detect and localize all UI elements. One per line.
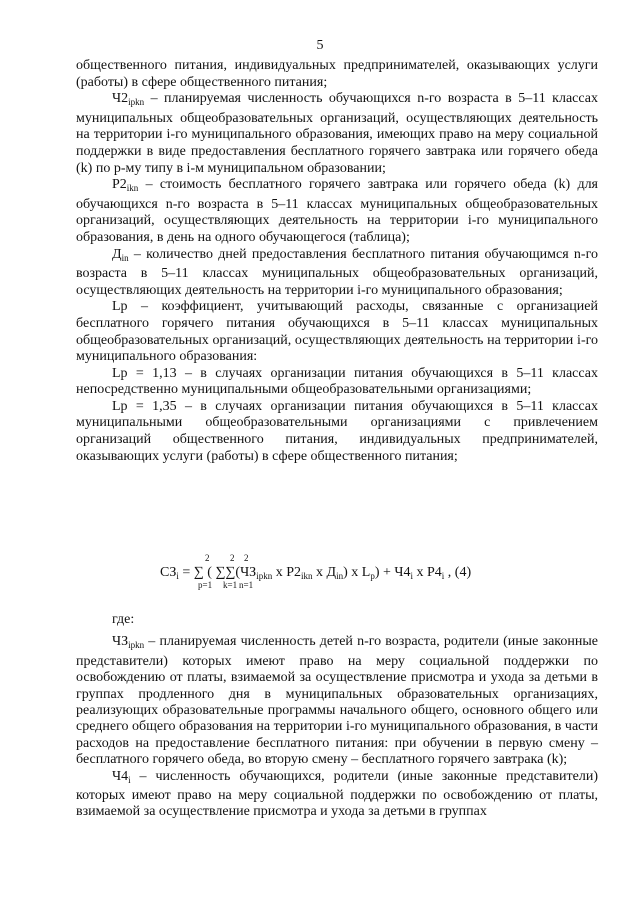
upper-text xyxy=(76,58,598,465)
formula-term-a-sub: ipkn xyxy=(256,571,273,581)
definition-p2-text: – стоимость бесплатного горячего завтрака или горячего обеда (k) для обучающихся n-го возраста в 5–11 классах муниципальных общеобразовательных организаций, осуществляющих деятельность на территории i-го муниципального образования, в день на одного обучающегося (таблица); xyxy=(76,177,598,245)
symbol-p2-sub: ikn xyxy=(126,183,139,194)
lower-text xyxy=(76,612,598,821)
definition-ch4-text: – численность обучающихся, родители (иные законные представители) которых имеют право на меру социальной поддержки по освобождению от платы, взимаемой за осуществление присмотра и ухода за детьми в группах xyxy=(76,768,598,820)
formula-term-c: х Д xyxy=(312,565,337,580)
sigma-k-icon: ∑ xyxy=(215,565,226,580)
where-label: где: xyxy=(112,612,135,627)
sum-upper-p: 2 xyxy=(205,553,210,563)
sigma-p-icon: ∑ xyxy=(193,565,204,580)
symbol-din-sub: in xyxy=(121,252,129,263)
formula-term-f: х Р4 xyxy=(412,565,442,580)
formula-lhs: СЗ xyxy=(160,565,177,580)
formula-term-a: (ЧЗ xyxy=(235,565,257,580)
formula-term-e: ) + Ч4 xyxy=(374,565,411,580)
formula-term-c-sub: in xyxy=(336,571,344,581)
formula-number: , (4) xyxy=(444,565,472,580)
symbol-ch4: Ч4 xyxy=(112,768,129,784)
definition-din xyxy=(76,247,598,300)
sigma-n-icon: ∑ xyxy=(225,565,236,580)
sum-upper-n: 2 xyxy=(244,553,249,563)
definition-din-text: – количество дней предоставления бесплатного питания обучающимся n-го возраста в 5–11 классах муниципальных общеобразовательных организаций, осуществляющих деятельность на территории i-го муниципального образования; xyxy=(76,246,598,298)
symbol-ch2-sub: ipkn xyxy=(128,97,145,108)
formula-term-d-sub: p xyxy=(370,571,375,581)
page-number: 5 xyxy=(316,38,324,53)
symbol-ch4-sub: i xyxy=(128,774,131,785)
formula-term-b-sub: ikn xyxy=(301,571,313,581)
sum-lower-p: p=1 xyxy=(198,580,213,590)
formula-4 xyxy=(160,554,600,590)
definition-p2 xyxy=(76,177,598,246)
formula-term-d: ) х L xyxy=(343,565,371,580)
sum-upper-k: 2 xyxy=(230,553,235,563)
symbol-ch3-sub: ipkn xyxy=(128,640,145,651)
sum-lower-k: k=1 xyxy=(223,580,238,590)
formula-term-f-sub: i xyxy=(441,571,445,581)
paragraph-continuation: общественного питания, индивидуальных предпринимателей, оказывающих услуги (работы) в сфере общественного питания; xyxy=(76,58,598,90)
formula-term-e-sub: i xyxy=(410,571,413,581)
formula-eq: = xyxy=(178,565,194,580)
formula-term-b: х Р2 xyxy=(272,565,301,580)
definition-ch4 xyxy=(76,769,598,821)
definition-ch3 xyxy=(76,634,598,768)
lp-case-2: Lp = 1,35 – в случаях организации питания обучающихся в 5–11 классах муниципальными общеобразовательными организациями с привлечением организаций общественного питания, индивидуальных предпринимателей, оказывающих услуги (работы) в сфере общественного питания; xyxy=(76,398,598,464)
formula-lhs-sub: i xyxy=(176,571,179,581)
sum-lower-n: n=1 xyxy=(239,580,254,590)
definition-lp: Lp – коэффициент, учитывающий расходы, связанные с организацией бесплатного горячего питания обучающихся в 5–11 классах муниципальных общеобразовательных организаций, осуществляющих деятельность на территории i-го муниципального образования: xyxy=(76,299,598,365)
definition-ch2-text: – планируемая численность обучающихся n-го возраста в 5–11 классах муниципальных общеобразовательных организаций, осуществляющих деятельность на территории i-го муниципального образования, имеющих право на меру социальной поддержки в виде предоставления бесплатного горячего завтрака или горячего обеда (k) по p-му типу в i-м муниципальном образовании; xyxy=(76,91,598,176)
symbol-ch2: Ч2 xyxy=(112,91,129,107)
symbol-din: Д xyxy=(112,246,122,262)
symbol-ch3: ЧЗ xyxy=(112,634,129,650)
formula-expression: $СЗ_i$ = ∑ ( $\sum\sum(ЧЗ_{ipkn}$ х $Р2_{ikn}$ х $Д_{in}$) х $L_p) + Ч4_i$ х $Р4_i$ , (4) xyxy=(160,565,472,581)
definition-ch2 xyxy=(76,91,598,177)
definition-ch3-text: – планируемая численность детей n-го возраста, родители (иные законные представители) которых имеют право на меру социальной поддержки по освобождению от платы, взимаемой за осуществление присмотра и ухода за детьми в группах продленного дня в муниципальных образовательных организациях, реализующих образовательные программы начального общего, основного общего или среднего общего образования на территории i-го муниципального образования, в части расходов на предоставление бесплатного питания: при обучении в первую смену – бесплатного горячего обеда, во вторую смену – бесплатного горячего завтрака (k); xyxy=(76,634,598,768)
symbol-p2: Р2 xyxy=(112,177,127,193)
lp-case-1: Lp = 1,13 – в случаях организации питания обучающихся в 5–11 классах непосредственно муниципальными общеобразовательными организациями; xyxy=(76,365,598,398)
